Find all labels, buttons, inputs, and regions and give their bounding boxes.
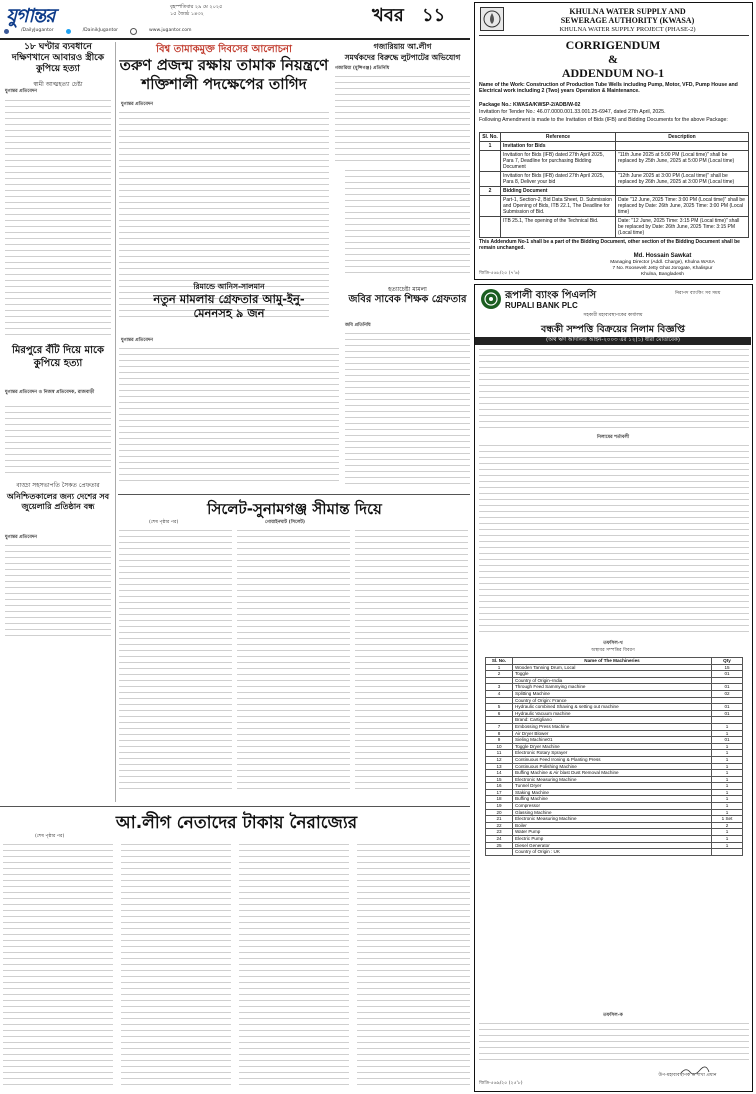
machinery-sl: 16	[486, 783, 513, 790]
rupali-schedule-ka: তফসিল-ক	[603, 1013, 623, 1018]
teacher-headline: জবির সাবেক শিক্ষক গ্রেফতার	[348, 294, 467, 305]
tobacco-byline: যুগান্তর প্রতিবেদন	[121, 102, 154, 107]
machinery-qty: 01	[712, 684, 743, 691]
bottom-body-col2	[121, 842, 231, 1090]
machinery-sl: 22	[486, 822, 513, 829]
kwasa-cell-desc	[616, 187, 749, 196]
kwasa-cell-sl	[480, 172, 501, 187]
machinery-sl: 19	[486, 803, 513, 810]
gazaria-byline: গজারিয়া (মুন্সিগঞ্জ) প্রতিনিধি	[335, 66, 390, 71]
kwasa-cell-ref: Invitation for Bids (IFB) dated 27th April 2025, Para 7, Deadline for purchasing Bidding Document	[501, 151, 616, 172]
kwasa-col-reference: Reference	[501, 133, 616, 142]
rupali-name-bengali: রূপালী ব্যাংক পিএলসি	[505, 290, 597, 301]
machinery-qty: 15	[712, 664, 743, 671]
kwasa-footer-note: This Addendum No-1 shall be a part of the Bidding Document, other section of the Bidding Document shall be remain unchanged.	[479, 239, 740, 251]
machinery-sl: 23	[486, 829, 513, 836]
machinery-qty: 1	[712, 789, 743, 796]
kwasa-org-line1: KHULNA WATER SUPPLY AND	[569, 7, 686, 16]
machinery-sl	[486, 849, 513, 856]
machinery-name: Air Dryer Blower	[513, 730, 712, 737]
kwasa-cell-ref: Part-1, Section-2, Bid Data Sheet, D. Submission and Opening of Bids, ITB 22.1, The Deadline for Submission of Bid.	[501, 196, 616, 217]
machinery-qty: 1	[712, 803, 743, 810]
remand-kicker: রিমান্ডে আনিস-সালমান	[193, 282, 265, 291]
machinery-qty: 1	[712, 796, 743, 803]
machinery-row	[486, 796, 743, 803]
machinery-row	[486, 743, 743, 750]
machinery-qty: 01	[712, 704, 743, 711]
machinery-name: Compressor	[513, 803, 712, 810]
rupali-table-caption: অস্থাবর সম্পত্তির বিবরণ	[591, 648, 635, 653]
machinery-name: Tunnel Dryer	[513, 783, 712, 790]
machinery-qty: 1	[712, 723, 743, 730]
machinery-name: Embossing Press Machine	[513, 723, 712, 730]
machinery-row	[486, 789, 743, 796]
machinery-qty	[712, 717, 743, 724]
sylhet-headline: সিলেট-সুনামগঞ্জ সীমান্ত দিয়ে	[207, 500, 382, 518]
machinery-name: Country of Origin: France	[513, 697, 712, 704]
machinery-row	[486, 710, 743, 717]
rupali-name-english: RUPALI BANK PLC	[505, 301, 578, 310]
machinery-qty: 1	[712, 730, 743, 737]
gazaria-body	[335, 74, 470, 166]
story-headline: ১৮ ঘণ্টার ব্যবধানে দক্ষিণখানে আবারও স্ত্রীকে কুপিয়ে হত্যা	[11, 42, 105, 74]
machinery-row	[486, 783, 743, 790]
machinery-sl: 4	[486, 690, 513, 697]
kwasa-logo	[480, 7, 504, 31]
kwasa-title-addendum: ADDENDUM NO-1	[561, 66, 665, 80]
masthead	[0, 0, 470, 40]
sylhet-divider	[118, 494, 470, 495]
machinery-name: Toggle	[513, 671, 712, 678]
bottom-body-col1	[3, 842, 113, 1090]
rupali-signature	[680, 1061, 710, 1071]
kwasa-table-row	[480, 142, 749, 151]
machinery-name: Electric Pump	[513, 836, 712, 843]
kwasa-notice	[474, 2, 753, 280]
machinery-qty: 1	[712, 756, 743, 763]
story3-byline: যুগান্তর প্রতিবেদন	[5, 535, 38, 540]
kwasa-amendment-table	[479, 132, 749, 238]
machinery-qty: 1	[712, 776, 743, 783]
kwasa-amend-intro: Following Amendment is made to the Invitation of Bids (IFB) and Bidding Documents for the above Package:	[479, 117, 728, 123]
kwasa-cell-sl	[480, 151, 501, 172]
rupali-intro-text	[479, 347, 749, 431]
machinery-row	[486, 684, 743, 691]
kwasa-ad-code: জিডি-৫৬৮/২৫ (৭'৬)	[479, 271, 520, 276]
kwasa-signer-title: Managing Director (Addl. Charge), Khulna WASA	[610, 260, 715, 265]
story-byline: যুগান্তর প্রতিবেদন	[5, 89, 38, 94]
teacher-story	[345, 168, 470, 490]
bottom-continued: (শেষ পৃষ্ঠার পর)	[35, 834, 65, 839]
social-link-twitter[interactable]: /DainikJugantor	[82, 28, 119, 33]
rupali-title: বন্ধকী সম্পত্তি বিক্রয়ের নিলাম বিজ্ঞপ্তি	[541, 324, 685, 335]
newspaper-logo: যুগান্তর	[6, 5, 55, 27]
kwasa-project-rule	[479, 35, 749, 36]
kwasa-table-row	[480, 196, 749, 217]
twitter-icon	[66, 29, 71, 34]
gazaria-kicker: গজারিয়ায় আ.লীগ	[373, 42, 432, 51]
sylhet-body-col3	[355, 528, 468, 790]
machinery-sl: 2	[486, 671, 513, 678]
machinery-name: Continuous Polishing Machine	[513, 763, 712, 770]
machinery-name: Hydraulic Vacuum machine	[513, 710, 712, 717]
machinery-sl	[486, 677, 513, 684]
sylhet-body-col1	[119, 528, 232, 790]
machinery-row	[486, 836, 743, 843]
kwasa-table-row	[480, 217, 749, 238]
kwasa-title-corrigendum: CORRIGENDUM	[565, 38, 661, 52]
machinery-row	[486, 816, 743, 823]
machinery-col-qty: Qty	[712, 658, 743, 665]
machinery-qty: 01	[712, 737, 743, 744]
bottom-story	[3, 810, 470, 1090]
machinery-name: Toggle Dryer Machine	[513, 743, 712, 750]
kwasa-cell-sl	[480, 196, 501, 217]
machinery-name: Glassing Machine	[513, 809, 712, 816]
story-subhead: স্বামী আত্মহত্যা চেষ্টা	[33, 81, 83, 88]
story2-body	[5, 404, 111, 474]
machinery-row	[486, 849, 743, 856]
machinery-row	[486, 717, 743, 724]
kwasa-project: KHULNA WATER SUPPLY PROJECT (PHASE-2)	[559, 26, 696, 33]
machinery-sl: 13	[486, 763, 513, 770]
sylhet-byline: গোয়াইনঘাট (সিলেট)	[265, 520, 305, 525]
machinery-row	[486, 822, 743, 829]
facebook-icon	[4, 29, 9, 34]
machinery-sl: 21	[486, 816, 513, 823]
social-link-facebook[interactable]: /DailyJugantor	[21, 28, 54, 33]
kwasa-table-row	[480, 187, 749, 196]
machinery-row	[486, 770, 743, 777]
machinery-name: Boiler	[513, 822, 712, 829]
machinery-row	[486, 690, 743, 697]
machinery-sl: 15	[486, 776, 513, 783]
machinery-sl: 6	[486, 710, 513, 717]
kwasa-cell-sl: 1	[480, 142, 501, 151]
machinery-qty: 1	[712, 770, 743, 777]
tobacco-kicker: বিশ্ব তামাকমুক্ত দিবসের আলোচনা	[156, 44, 292, 55]
remand-story	[119, 282, 339, 492]
remand-headline: নতুন মামলায় গ্রেফতার আমু-ইনু-মেননসহ ৯ জন	[153, 292, 305, 320]
machinery-qty: 1	[712, 763, 743, 770]
kwasa-cell-sl: 2	[480, 187, 501, 196]
machinery-qty: 01	[712, 671, 743, 678]
teacher-byline: জবি প্রতিনিধি	[345, 323, 371, 328]
machinery-sl: 18	[486, 796, 513, 803]
machinery-name: Water Pump	[513, 829, 712, 836]
website-link[interactable]: www.jugantor.com	[149, 28, 192, 33]
sylhet-continued: (শেষ পৃষ্ঠার পর)	[149, 520, 179, 525]
rupali-schedule-text	[479, 1021, 749, 1061]
machinery-name: Electronic Measuring Machine	[513, 816, 712, 823]
machinery-col-sl: Sl. No.	[486, 658, 513, 665]
bottom-body-col3	[239, 842, 349, 1090]
machinery-sl: 8	[486, 730, 513, 737]
machinery-row	[486, 677, 743, 684]
issue-date: বৃহস্পতিবার ২৯ মে ২০২৫	[170, 4, 223, 10]
machinery-row	[486, 803, 743, 810]
machinery-name: Diesel Generator	[513, 842, 712, 849]
story3-body	[5, 543, 111, 641]
rupali-terms-head: নিলামের শর্তাবলী	[596, 435, 630, 440]
machinery-row	[486, 763, 743, 770]
kwasa-cell-ref: Invitation for Bids	[501, 142, 616, 151]
issue-date-bengali: ১৫ জ্যৈষ্ঠ ১৪৩২	[170, 11, 204, 17]
machinery-sl: 25	[486, 842, 513, 849]
machinery-qty: 1	[712, 750, 743, 757]
machinery-name: Staking Machine	[513, 789, 712, 796]
machinery-qty: 1	[712, 829, 743, 836]
kwasa-table-row	[480, 172, 749, 187]
rupali-office: সহকারী মহাব্যবস্থাপকের কার্যালয়	[583, 313, 643, 318]
tobacco-story	[119, 42, 329, 272]
machinery-table	[485, 657, 743, 856]
machinery-name: Hydraulic combined Shaving & setting out machine	[513, 704, 712, 711]
teacher-body	[345, 331, 470, 486]
kwasa-cell-ref: Invitation for Bids (IFB) dated 27th April 2025, Para 8, Deliver your bid	[501, 172, 616, 187]
machinery-name: Country of Origin : UK	[513, 849, 712, 856]
machinery-sl: 10	[486, 743, 513, 750]
machinery-sl: 20	[486, 809, 513, 816]
kwasa-cell-desc: Date: "12 June, 2025 Time: 3:15 PM (Local time)" shall be replaced by Date: 26th June, 2025 Time: 3:15 PM (Local time)	[616, 217, 749, 238]
machinery-name: Through Feed Sammying machine	[513, 684, 712, 691]
machinery-row	[486, 730, 743, 737]
machinery-row	[486, 750, 743, 757]
kwasa-cell-desc: Date "12 June, 2025 Time: 3:00 PM (Local time)" shall be replaced by Date: 26th June, 2025 Time: 3:00 PM (Local time)	[616, 196, 749, 217]
kwasa-name-of-work: Name of the Work: Construction of Production Tube Wells including Pump, Motor, VFD, Pump House and Electrical work including 2 (Two) years Operation & Maintenance.	[479, 82, 738, 95]
machinery-row	[486, 809, 743, 816]
machinery-col-name: Name of The Machineries	[513, 658, 712, 665]
machinery-qty: 01	[712, 710, 743, 717]
machinery-row	[486, 737, 743, 744]
kwasa-cell-desc: "12th June 2025 at 3:00 PM (Local time)" shall be replaced by 26th June, 2025 at 3:00 PM (Local time)	[616, 172, 749, 187]
machinery-sl: 3	[486, 684, 513, 691]
machinery-row	[486, 842, 743, 849]
rupali-ad-code: জিডি-৫৬৯/২৫ (২৫'৮)	[479, 1081, 523, 1086]
story-body	[5, 98, 111, 336]
story2-headline: মিরপুরে বঁটি দিয়ে মাকে কুপিয়ে হত্যা	[11, 345, 105, 369]
machinery-sl: 1	[486, 664, 513, 671]
machinery-sl: 5	[486, 704, 513, 711]
gazaria-headline: সমর্থকদের বিরুদ্ধে লুটপাটের অভিযোগ	[344, 53, 461, 62]
machinery-qty: 1 Set	[712, 816, 743, 823]
story3-kicker: বাড্ডা সহসভাপতি সৈকত প্রেফতার	[16, 482, 100, 489]
machinery-qty: 1	[712, 743, 743, 750]
machinery-sl	[486, 697, 513, 704]
teacher-kicker: হত্যাচেষ্টা মামলা	[388, 286, 427, 293]
rupali-tagline: নিরাপদ ব্যাংকিং সব সময়	[675, 291, 721, 296]
machinery-qty: 1	[712, 842, 743, 849]
machinery-name: Electronic Measuring Machine	[513, 776, 712, 783]
machinery-qty: 02	[712, 690, 743, 697]
gazaria-story	[335, 42, 470, 162]
page-number: ১১	[422, 5, 446, 26]
story3-headline: অনিশ্চিতকালের জন্য দেশের সব জুয়েলারি প্রতিষ্ঠান বন্ধ	[6, 492, 110, 511]
machinery-row	[486, 664, 743, 671]
machinery-name: Brand: Cartigliano	[513, 717, 712, 724]
machinery-sl: 9	[486, 737, 513, 744]
kwasa-cell-desc	[616, 142, 749, 151]
story2-byline: যুগান্তর প্রতিবেদন ও নিজস্ব প্রতিবেদক, রাজবাড়ী	[5, 390, 95, 395]
machinery-sl	[486, 717, 513, 724]
masthead-divider	[0, 38, 470, 40]
rupali-terms-text	[479, 443, 749, 635]
kwasa-invitation: Invitation for Tender No.: 46.07.0000.001.33.001.25-6947, dated 27th April, 2025.	[479, 109, 666, 115]
machinery-name: Splitting Machine	[513, 690, 712, 697]
machinery-name: Continuous Feed Ironing & Planting Press	[513, 756, 712, 763]
machinery-qty	[712, 677, 743, 684]
machinery-qty	[712, 849, 743, 856]
machinery-sl: 14	[486, 770, 513, 777]
machinery-name: Buffing Machine & Air blast Dust Removal Machine	[513, 770, 712, 777]
tobacco-headline: তরুণ প্রজন্ম রক্ষায় তামাক নিয়ন্ত্রণে শক্তিশালী পদক্ষেপের তাগিদ	[119, 56, 329, 93]
remand-byline: যুগান্তর প্রতিবেদন	[121, 338, 154, 343]
machinery-qty: 1	[712, 783, 743, 790]
section-label: খবর	[372, 5, 404, 26]
machinery-qty: 1	[712, 809, 743, 816]
machinery-row	[486, 829, 743, 836]
machinery-row	[486, 776, 743, 783]
kwasa-signer: Md. Hossain Sawkat	[633, 253, 692, 259]
gazaria-body-cont	[345, 168, 470, 278]
machinery-sl: 12	[486, 756, 513, 763]
machinery-name: Country of Origin–India	[513, 677, 712, 684]
bottom-body-col4	[357, 842, 470, 1090]
machinery-qty: 1	[712, 836, 743, 843]
machinery-name: Electronic Rotary Sprayer	[513, 750, 712, 757]
column-divider	[115, 42, 116, 802]
machinery-qty	[712, 697, 743, 704]
rupali-subtitle: (অর্থ ঋণ আদালত আইন-২০০৩ এর ১২(১) ধারা মোতাবেক)	[475, 337, 751, 345]
machinery-sl: 7	[486, 723, 513, 730]
machinery-row	[486, 723, 743, 730]
globe-icon	[130, 28, 137, 35]
rupali-table-title: তফসিল-খ	[603, 641, 623, 646]
bottom-headline: আ.লীগ নেতাদের টাকায় নৈরাজ্যের	[115, 813, 358, 833]
left-column	[3, 42, 113, 642]
kwasa-table-row	[480, 151, 749, 172]
machinery-row	[486, 704, 743, 711]
kwasa-title-amp: &	[608, 52, 618, 66]
kwasa-signer-addr1: 7 No. Roosevelt Jetty Ghat Jorogate, Khalispur	[612, 266, 713, 271]
machinery-row	[486, 697, 743, 704]
kwasa-cell-ref: ITB 25.1, The opening of the Technical Bid.	[501, 217, 616, 238]
machinery-row	[486, 756, 743, 763]
bottom-divider	[0, 806, 470, 807]
kwasa-col-sl: Sl. No.	[480, 133, 501, 142]
machinery-name: Buffing Machine	[513, 796, 712, 803]
machinery-row	[486, 671, 743, 678]
remand-body	[119, 346, 339, 484]
kwasa-cell-desc: "11th June 2025 at 5:00 PM (Local time)" shall be replaced by 25th June, 2025 at 5:00 PM (Local time)	[616, 151, 749, 172]
rupali-logo	[481, 289, 501, 309]
kwasa-col-description: Description	[616, 133, 749, 142]
kwasa-org-line2: SEWERAGE AUTHORITY (KWASA)	[560, 16, 695, 25]
kwasa-signer-addr2: Khulna, Bangladesh	[641, 272, 684, 277]
social-bar	[4, 28, 464, 36]
machinery-qty: 2	[712, 822, 743, 829]
kwasa-cell-sl	[480, 217, 501, 238]
sylhet-body-col2	[237, 528, 350, 790]
machinery-sl: 24	[486, 836, 513, 843]
sylhet-story	[119, 498, 470, 794]
machinery-name: Sieling Machine01	[513, 737, 712, 744]
kwasa-cell-ref: Bidding Document	[501, 187, 616, 196]
kwasa-package: Package No.: KWASA/KWSP-2/ADB/W-02	[479, 102, 581, 108]
rupali-bank-notice	[474, 284, 753, 1092]
machinery-sl: 11	[486, 750, 513, 757]
rupali-signer-title: উপ-মহাব্যবস্থাপক ও শাখা প্রধান	[658, 1073, 717, 1078]
machinery-sl: 17	[486, 789, 513, 796]
machinery-name: Wooden Tanning Drum, Local	[513, 664, 712, 671]
